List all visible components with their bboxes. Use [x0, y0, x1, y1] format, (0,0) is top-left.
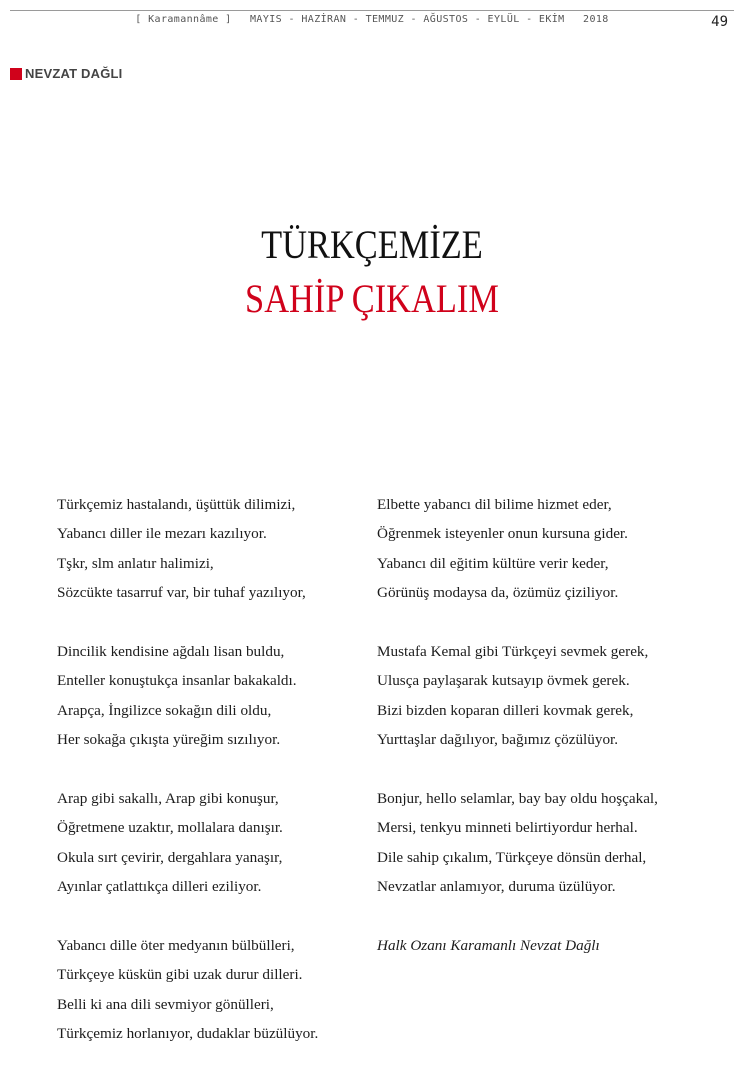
stanza: [377, 784, 717, 902]
verse-line: Ulusça paylaşarak kutsayıp övmek gerek.: [377, 672, 630, 690]
journal-name: [ Karamannâme ]: [135, 14, 232, 25]
poem-title: [0, 222, 744, 322]
verse-line: Mustafa Kemal gibi Türkçeyi sevmek gerek,: [377, 643, 649, 661]
verse-line: Her sokağa çıkışta yüreğim sızılıyor.: [57, 731, 281, 749]
stanza: [377, 637, 717, 755]
author-name: NEVZAT DAĞLI: [25, 66, 123, 81]
verse-line: Tşkr, slm anlatır halimizi,: [57, 554, 214, 572]
page-number: 49: [711, 14, 728, 30]
running-header: [0, 14, 744, 25]
verse-line: Türkçemiz hastalandı, üşüttük dilimizi,: [57, 496, 296, 513]
title-line-1: TÜRKÇEMİZE: [261, 222, 483, 267]
verse-line: Bonjur, hello selamlar, bay bay oldu hoşçakal,: [377, 790, 658, 808]
verse-line: Arap gibi sakallı, Arap gibi konuşur,: [57, 790, 279, 808]
verse-line: Türkçeye küskün gibi uzak durur dilleri.: [57, 966, 303, 984]
issue-months: MAYIS - HAZİRAN - TEMMUZ - AĞUSTOS - EYLÜL - EKİM: [250, 14, 565, 25]
verse-line: Arapça, İngilizce sokağın dili oldu,: [57, 701, 272, 719]
verse-line: Türkçemiz horlanıyor, dudaklar büzülüyor.: [57, 1025, 319, 1043]
verse-line: Yurttaşlar dağılıyor, bağımız çözülüyor.: [377, 731, 619, 749]
verse-line: Elbette yabancı dil bilime hizmet eder,: [377, 496, 612, 513]
verse-line: Görünüş modaysa da, özümüz çiziliyor.: [377, 584, 619, 602]
verse-line: Yabancı dil eğitim kültüre verir keder,: [377, 554, 609, 572]
stanza: [377, 490, 717, 608]
red-square-marker: [10, 68, 22, 80]
verse-line: Mersi, tenkyu minneti belirtiyordur herhal.: [377, 819, 638, 837]
header-rule: [10, 10, 734, 11]
author-tag: [10, 66, 123, 81]
verse-line: Dincilik kendisine ağdalı lisan buldu,: [57, 643, 285, 661]
poet-signature: Halk Ozanı Karamanlı Nevzat Dağlı: [377, 937, 600, 955]
stanza: [57, 931, 357, 1049]
verse-line: Enteller konuştukça insanlar bakakaldı.: [57, 672, 297, 690]
poem-right-column: [377, 490, 717, 960]
verse-line: Bizi bizden koparan dilleri kovmak gerek,: [377, 701, 634, 719]
stanza: [57, 637, 357, 755]
stanza: [57, 784, 357, 902]
verse-line: Öğretmene uzaktır, mollalara danışır.: [57, 819, 283, 837]
verse-line: Nevzatlar anlamıyor, duruma üzülüyor.: [377, 878, 616, 896]
issue-year: 2018: [583, 14, 609, 25]
verse-line: Öğrenmek isteyenler onun kursuna gider.: [377, 525, 628, 543]
verse-line: Yabancı diller ile mezarı kazılıyor.: [57, 525, 267, 543]
verse-line: Yabancı dille öter medyanın bülbülleri,: [57, 937, 295, 955]
verse-line: Ayınlar çatlattıkça dilleri eziliyor.: [57, 878, 262, 896]
verse-line: Belli ki ana dili sevmiyor gönülleri,: [57, 995, 274, 1013]
verse-line: Sözcükte tasarruf var, bir tuhaf yazılıyor,: [57, 584, 306, 602]
poem-left-column: [57, 490, 357, 1078]
title-line-2: SAHİP ÇIKALIM: [245, 276, 499, 321]
verse-line: Dile sahip çıkalım, Türkçeye dönsün derhal,: [377, 848, 647, 866]
verse-line: Okula sırt çevirir, dergahlara yanaşır,: [57, 848, 283, 866]
stanza: [57, 490, 357, 608]
